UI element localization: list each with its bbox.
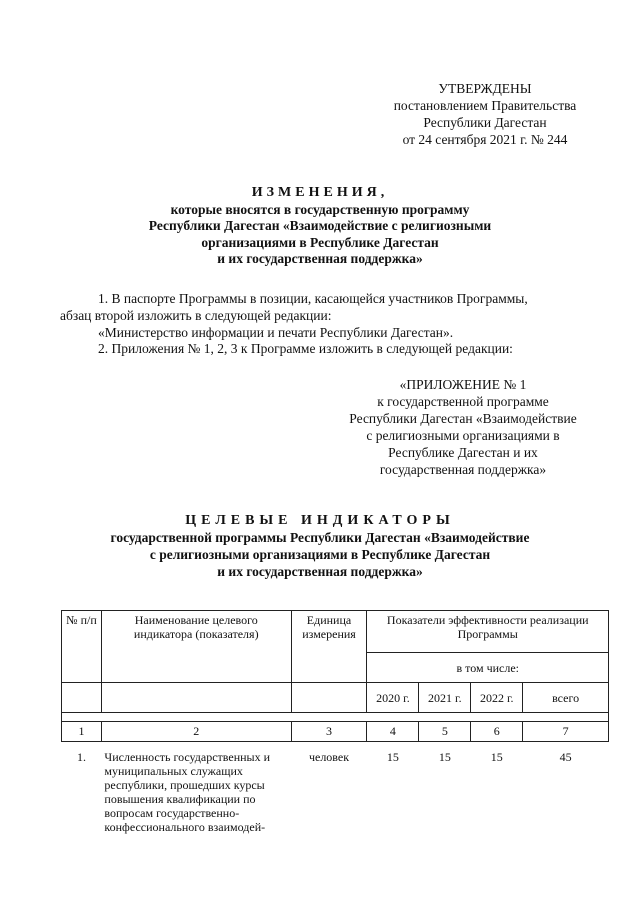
header-num: № п/п: [62, 611, 102, 683]
appendix-line: к государственной программе: [377, 394, 549, 409]
targets-subtitle-line: и их государственная поддержка»: [217, 564, 423, 579]
row-value-total: 45: [559, 750, 572, 764]
header-empty-cell: [291, 683, 367, 713]
row-value-2022: 15: [490, 750, 503, 764]
targets-heading: ЦЕЛЕВЫЕ ИНДИКАТОРЫ: [185, 513, 455, 528]
paragraph-1-line: 1. В паспорте Программы в позиции, касающейся участников Программы,: [98, 291, 528, 306]
approval-stamp: [372, 80, 598, 148]
column-number: 7: [523, 722, 609, 742]
header-year: 2020 г.: [367, 683, 419, 713]
column-number-row: [62, 722, 609, 742]
table-header-row: [62, 611, 609, 653]
row-name: Численность государственных и муниципальных служащих республики, прошедших курсы повышения квалификации по вопросам государственно-конфессионального взаимодей-: [104, 750, 271, 834]
paragraph-1-line: «Министерство информации и печати Республики Дагестан».: [98, 324, 454, 340]
column-number: 6: [471, 722, 523, 742]
changes-title: [60, 185, 580, 268]
appendix-caption: [318, 376, 608, 478]
appendix-line: государственная поддержка»: [379, 462, 547, 477]
header-year: 2021 г.: [419, 683, 471, 713]
header-name: Наименование целевого индикатора (показателя): [101, 611, 291, 683]
targets-subtitle-line: государственной программы Республики Дагестан «Взаимодействие: [110, 530, 530, 545]
changes-subtitle-line: которые вносятся в государственную программу: [170, 201, 470, 217]
header-performance: Показатели эффективности реализации Программы: [367, 611, 609, 653]
column-number: 3: [291, 722, 367, 742]
header-year: 2022 г.: [471, 683, 523, 713]
changes-subtitle-line: организациями в Республике Дагестан: [201, 234, 439, 250]
changes-subtitle-line: Республики Дагестан «Взаимодействие с религиозными: [148, 218, 492, 233]
changes-heading: ИЗМЕНЕНИЯ,: [251, 185, 389, 200]
row-value-2020: 15: [386, 750, 399, 764]
appendix-line: «ПРИЛОЖЕНИЕ № 1: [399, 377, 527, 392]
appendix-line: Республике Дагестан и их: [388, 445, 538, 460]
approval-line: УТВЕРЖДЕНЫ: [438, 81, 532, 96]
header-empty-cell: [62, 683, 102, 713]
approval-line: Республики Дагестан: [423, 115, 547, 130]
header-total: всего: [523, 683, 609, 713]
column-number: 2: [101, 722, 291, 742]
header-empty-cell: [101, 683, 291, 713]
changes-subtitle-line: и их государственная поддержка»: [217, 251, 423, 266]
approval-line: постановлением Правительства: [393, 98, 577, 113]
header-unit: Единица измерения: [291, 611, 367, 683]
paragraph-1-line: абзац второй изложить в следующей редакции:: [60, 307, 332, 323]
paragraph-2: 2. Приложения № 1, 2, 3 к Программе изложить в следующей редакции:: [98, 341, 513, 357]
targets-subtitle-line: с религиозными организациями в Республике Дагестан: [149, 547, 491, 562]
table-header-row: [62, 683, 609, 713]
row-value-2021: 15: [438, 750, 451, 764]
table-row: [62, 742, 609, 837]
appendix-line: Республики Дагестан «Взаимодействие: [349, 411, 577, 426]
appendix-line: с религиозными организациями в: [366, 428, 560, 443]
row-unit: человек: [308, 750, 350, 764]
column-number: 4: [367, 722, 419, 742]
header-including: в том числе:: [367, 653, 609, 683]
targets-title: [60, 512, 580, 580]
column-number: 1: [62, 722, 102, 742]
indicators-table: [61, 610, 609, 836]
row-num: 1.: [76, 750, 86, 764]
body-paragraphs: [60, 291, 600, 358]
column-number: 5: [419, 722, 471, 742]
approval-line: от 24 сентября 2021 г. № 244: [402, 132, 568, 147]
table-gap-row: [62, 713, 609, 722]
